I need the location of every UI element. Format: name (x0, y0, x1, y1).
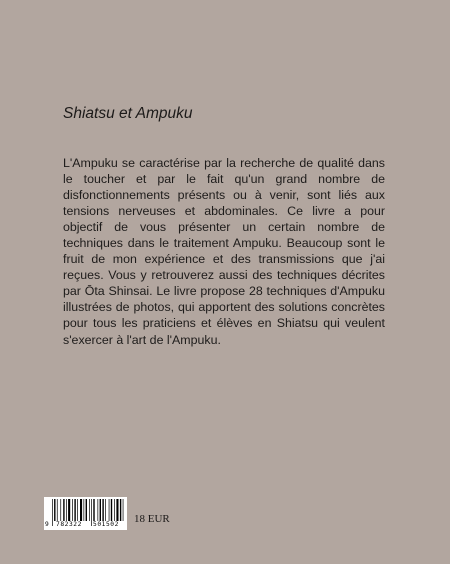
barcode-bar (105, 499, 106, 521)
price-label: 18 EUR (134, 513, 170, 525)
barcode-bar (60, 499, 61, 521)
barcode-bar (77, 499, 78, 521)
barcode-bar (120, 499, 121, 521)
barcode-bar (89, 499, 90, 521)
barcode-bar (111, 499, 112, 521)
isbn-right-digits: 501502 (93, 521, 119, 528)
isbn-barcode (44, 497, 127, 530)
barcode-bar (102, 499, 103, 521)
barcode-bar (91, 499, 92, 526)
barcode-bar (123, 499, 124, 521)
barcode-bar (84, 499, 85, 521)
barcode-bar (114, 499, 115, 521)
barcode-bar (57, 499, 58, 521)
barcode-bar (116, 499, 118, 521)
book-title: Shiatsu et Ampuku (63, 105, 193, 122)
isbn-left-digits: 782322 (56, 521, 82, 528)
barcode-bar (54, 499, 55, 521)
barcode-bar (68, 499, 70, 521)
barcode-bar (86, 499, 87, 521)
barcode-bar (52, 499, 53, 526)
barcode-bar (66, 499, 67, 521)
barcode-bar (80, 499, 82, 521)
barcode-bar (109, 499, 110, 521)
barcode-bar (63, 499, 64, 521)
isbn-lead-digit: 9 (45, 521, 49, 528)
book-description: L'Ampuku se caractérise par la recherche de qualité dans le toucher et par le fait qu'un grand nombre de disfonctionnements présents ou à venir, sont liés aux tensions nerveuses et abdominales. Ce livre a pour objectif de vous présenter un certain nombre de techniques dans le traitement Ampuku. Beaucoup sont le fruit de mon expérience et des transmissions que j'ai reçues. Vous y retrouverez aussi des techniques décrites par Ōta Shinsai. Le livre propose 28 techniques d'Ampuku illustrées de photos, qui apportent des solutions concrètes pour tous les praticiens et élèves en Shiatsu qui veulent s'exercer à l'art de l'Ampuku. (63, 156, 385, 347)
barcode-bar (74, 499, 75, 521)
barcode-bar (72, 499, 73, 521)
barcode-bar (98, 499, 99, 521)
barcode-bar (100, 499, 101, 521)
barcode-bar (93, 499, 94, 521)
